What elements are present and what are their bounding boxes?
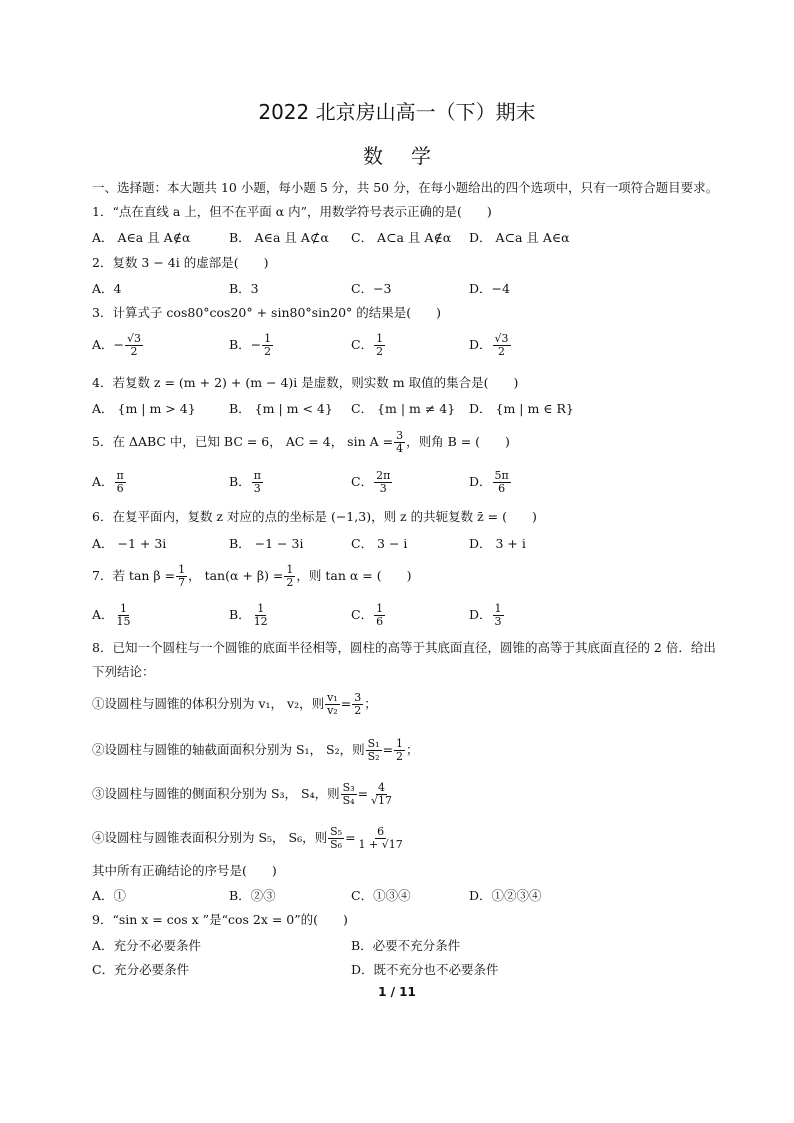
question-7-stem xyxy=(92,564,412,589)
question-3-option-b xyxy=(229,333,274,358)
fraction xyxy=(252,603,270,628)
equals-sign: = xyxy=(345,830,356,845)
fraction xyxy=(115,603,133,628)
equals-sign: = xyxy=(357,786,369,801)
option-label: B． xyxy=(229,337,251,352)
fraction xyxy=(493,603,504,628)
page-number: 1 / 11 xyxy=(378,985,416,999)
conclusion-text: ④设圆柱与圆锥表面积分别为 S₅， S₆，则 xyxy=(92,830,328,845)
question-1-option-b: B． A∈a 且 A⊄α xyxy=(229,230,329,245)
question-7-option-d xyxy=(469,603,505,628)
numerator: 1 xyxy=(257,602,265,615)
section-instructions: 一、选择题：本大题共 10 小题，每小题 5 分，共 50 分，在每小题给出的四个选项中，只有一项符合题目要求。 xyxy=(92,180,719,195)
numerator: S₁ xyxy=(367,737,380,750)
question-1-stem: 1．“点在直线 a 上，但不在平面 α 内”，用数学符号表示正确的是( ) xyxy=(92,204,492,219)
subject-heading: 数学 xyxy=(363,144,459,168)
numerator: 1 xyxy=(286,563,294,576)
question-3-stem: 3．计算式子 cos80°cos20° + sin80°sin20° 的结果是( ) xyxy=(92,305,442,320)
question-5-option-a xyxy=(92,470,127,495)
denominator: 3 xyxy=(494,615,502,628)
numerator: S₅ xyxy=(330,825,343,838)
denominator: 2 xyxy=(498,345,506,358)
numerator: √3 xyxy=(494,332,509,345)
option-label: C． xyxy=(351,607,374,622)
denominator: 2 xyxy=(376,345,384,358)
question-2-option-d: D．−4 xyxy=(469,281,510,296)
fraction xyxy=(284,564,295,589)
fraction xyxy=(369,782,394,807)
fraction xyxy=(328,826,344,851)
question-4-stem: 4．若复数 z = (m + 2) + (m − 4)i 是虚数，则实数 m 取值的集合是( ) xyxy=(92,375,519,390)
fraction xyxy=(374,603,385,628)
denominator: 3 xyxy=(253,482,261,495)
fraction xyxy=(262,333,273,358)
conclusion-text: ①设圆柱与圆锥的体积分别为 v₁， v₂，则 xyxy=(92,696,325,711)
denominator: 4 xyxy=(396,442,404,455)
fraction xyxy=(325,692,340,717)
question-9-option-b: B．必要不充分条件 xyxy=(351,938,461,953)
numerator: 1 xyxy=(178,563,186,576)
question-6-option-c: C． 3 − i xyxy=(351,536,408,551)
fraction xyxy=(493,470,511,495)
fraction xyxy=(366,738,382,763)
numerator: 1 xyxy=(120,602,128,615)
question-8-stem-line-2: 下列结论： xyxy=(92,664,155,679)
question-1-option-c: C． A⊂a 且 A∉α xyxy=(351,230,452,245)
conclusion-text: ； xyxy=(364,696,377,711)
numerator: 1 xyxy=(376,602,384,615)
question-9-option-a: A．充分不必要条件 xyxy=(92,938,202,953)
question-8-option-b: B．②③ xyxy=(229,888,276,903)
conclusion-text: ③设圆柱与圆锥的侧面积分别为 S₃， S₄，则 xyxy=(92,786,340,801)
numerator: 3 xyxy=(354,691,362,704)
fraction xyxy=(394,430,405,455)
stem-text: 5．在 ΔABC 中，已知 BC = 6， AC = 4， sin A = xyxy=(92,434,394,449)
denominator: 2 xyxy=(130,345,138,358)
fraction xyxy=(374,333,385,358)
question-2-option-c: C．−3 xyxy=(351,281,392,296)
numerator: 2π xyxy=(376,469,391,482)
stem-text: ，则角 B = ( ) xyxy=(406,434,510,449)
question-8-conclusion-3 xyxy=(92,782,395,807)
question-8-option-c: C．①③④ xyxy=(351,888,411,903)
question-8-prompt: 其中所有正确结论的序号是( ) xyxy=(92,863,277,878)
option-label: D． xyxy=(469,474,492,489)
fraction xyxy=(341,782,357,807)
numerator: 1 xyxy=(376,332,384,345)
option-sign: − xyxy=(113,337,125,352)
denominator: 2 xyxy=(354,704,362,717)
fraction xyxy=(394,738,405,763)
numerator: 1 xyxy=(494,602,502,615)
numerator: v₁ xyxy=(327,691,338,704)
numerator: 1 xyxy=(264,332,272,345)
question-4-option-c: C． {m | m ≠ 4} xyxy=(351,401,456,416)
question-7-option-c xyxy=(351,603,386,628)
question-6-option-b: B． −1 − 3i xyxy=(229,536,304,551)
question-5-option-d xyxy=(469,470,512,495)
stem-text: ， tan(α + β) = xyxy=(188,568,284,583)
numerator: 6 xyxy=(377,825,385,838)
question-8-option-a: A．① xyxy=(92,888,127,903)
fraction xyxy=(352,692,363,717)
denominator: S₆ xyxy=(330,838,343,851)
option-label: D． xyxy=(469,337,492,352)
denominator: 15 xyxy=(116,615,131,628)
fraction xyxy=(357,826,405,851)
conclusion-text: ； xyxy=(406,742,419,757)
question-4-option-d: D． {m | m ∈ R} xyxy=(469,401,574,416)
option-label: C． xyxy=(351,474,374,489)
fraction xyxy=(252,470,263,495)
stem-text: ，则 tan α = ( ) xyxy=(296,568,412,583)
denominator: 2 xyxy=(264,345,272,358)
fraction xyxy=(125,333,143,358)
denominator: S₄ xyxy=(342,794,355,807)
denominator: 6 xyxy=(116,482,124,495)
question-8-conclusion-4 xyxy=(92,826,406,851)
denominator: 3 xyxy=(379,482,387,495)
denominator: v₂ xyxy=(327,704,338,717)
question-1-option-a: A． A∈a 且 A∉α xyxy=(92,230,191,245)
denominator: 6 xyxy=(376,615,384,628)
numerator: 1 xyxy=(396,737,404,750)
conclusion-text: ②设圆柱与圆锥的轴截面面积分别为 S₁， S₂，则 xyxy=(92,742,365,757)
denominator: 1 + √17 xyxy=(358,838,403,851)
question-3-option-c xyxy=(351,333,386,358)
option-label: D． xyxy=(469,607,492,622)
denominator: 7 xyxy=(178,576,186,589)
question-6-stem: 6．在复平面内，复数 z 对应的点的坐标是 (−1,3)，则 z 的共轭复数 z̄ = ( ) xyxy=(92,509,537,524)
numerator: 5π xyxy=(494,469,509,482)
equals-sign: = xyxy=(340,696,352,711)
question-8-option-d: D．①②③④ xyxy=(469,888,542,903)
option-label: A． xyxy=(92,474,114,489)
question-3-option-d xyxy=(469,333,512,358)
question-8-conclusion-2 xyxy=(92,738,419,763)
option-label: A． xyxy=(92,607,114,622)
numerator: 3 xyxy=(396,429,404,442)
numerator: π xyxy=(116,469,124,482)
denominator: 6 xyxy=(498,482,506,495)
equals-sign: = xyxy=(382,742,394,757)
denominator: √17 xyxy=(371,794,393,807)
denominator: 2 xyxy=(286,576,294,589)
question-2-option-b: B．3 xyxy=(229,281,259,296)
question-7-option-b xyxy=(229,603,271,628)
fraction xyxy=(493,333,511,358)
stem-text: 7．若 tan β = xyxy=(92,568,176,583)
denominator: 12 xyxy=(253,615,268,628)
question-7-option-a xyxy=(92,603,134,628)
question-4-option-b: B． {m | m < 4} xyxy=(229,401,333,416)
option-label: C． xyxy=(351,337,374,352)
numerator: π xyxy=(253,469,261,482)
fraction xyxy=(374,470,392,495)
denominator: S₂ xyxy=(367,750,380,763)
denominator: 2 xyxy=(396,750,404,763)
question-1-option-d: D． A⊂a 且 A∈α xyxy=(469,230,570,245)
fraction xyxy=(176,564,187,589)
question-4-option-a: A． {m | m > 4} xyxy=(92,401,196,416)
question-5-option-c xyxy=(351,470,393,495)
fraction xyxy=(115,470,126,495)
question-9-option-c: C．充分必要条件 xyxy=(92,962,190,977)
option-label: B． xyxy=(229,607,251,622)
numerator: S₃ xyxy=(342,781,355,794)
question-6-option-d: D． 3 + i xyxy=(469,536,526,551)
question-5-stem xyxy=(92,430,510,455)
option-label: B． xyxy=(229,474,251,489)
question-9-option-d: D．既不充分也不必要条件 xyxy=(351,962,499,977)
option-sign: − xyxy=(250,337,262,352)
question-5-option-b xyxy=(229,470,264,495)
numerator: √3 xyxy=(127,332,142,345)
question-9-stem: 9．“sin x = cos x ”是“cos 2x = 0”的( ) xyxy=(92,912,348,927)
question-6-option-a: A． −1 + 3i xyxy=(92,536,167,551)
option-label: A． xyxy=(92,337,114,352)
numerator: 4 xyxy=(378,781,386,794)
question-8-stem-line-1: 8．已知一个圆柱与一个圆锥的底面半径相等，圆柱的高等于其底面直径，圆锥的高等于其底面直径的 2 倍．给出 xyxy=(92,640,716,655)
question-2-option-a: A．4 xyxy=(92,281,122,296)
question-2-stem: 2．复数 3 − 4i 的虚部是( ) xyxy=(92,255,269,270)
document-title: 2022 北京房山高一（下）期末 xyxy=(258,100,536,124)
question-8-conclusion-1 xyxy=(92,692,377,717)
question-3-option-a xyxy=(92,333,144,358)
